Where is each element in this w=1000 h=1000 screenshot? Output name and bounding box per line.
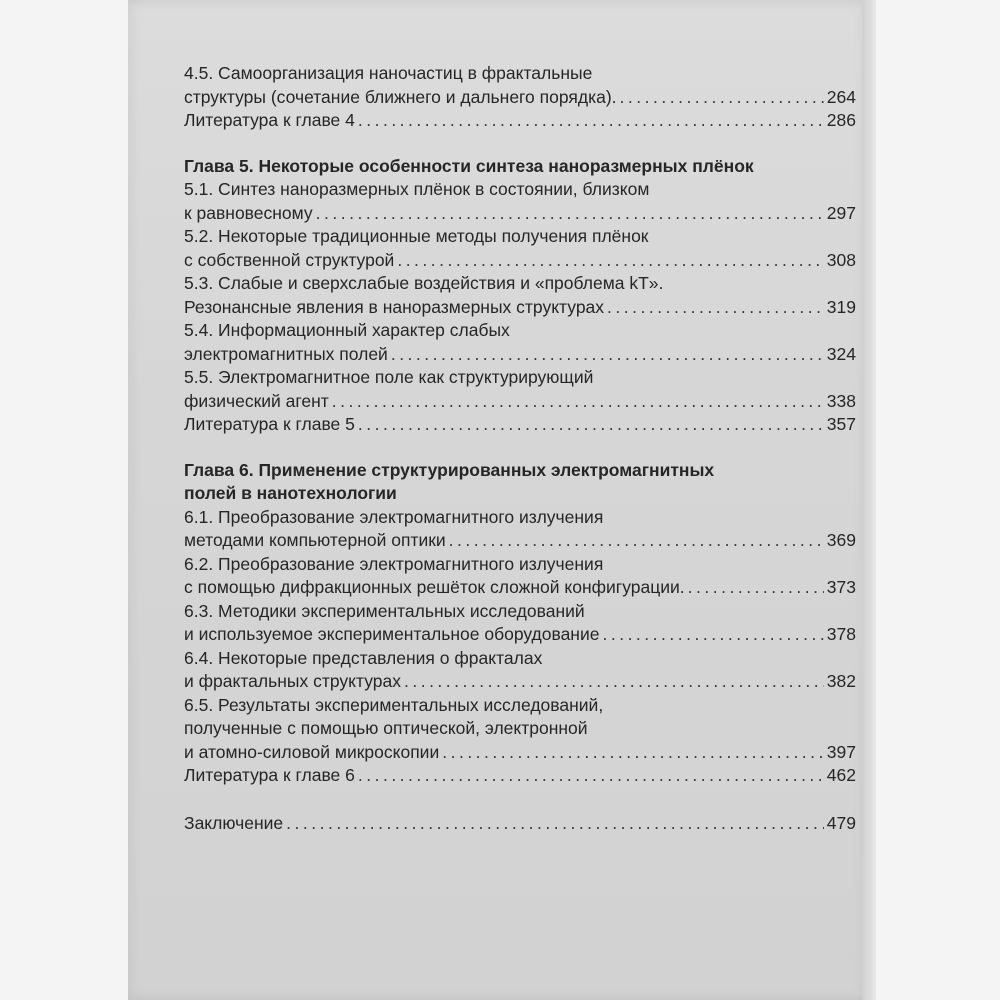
entry-title-line: с помощью дифракционных решёток сложной конфигурации. xyxy=(184,577,685,597)
page-number: 462 xyxy=(826,765,856,785)
chapter-spacing xyxy=(184,133,856,155)
chapter-spacing xyxy=(184,437,856,459)
page-number: 338 xyxy=(826,390,856,411)
entry-title-line: 5.1. Синтез наноразмерных плёнок в состоянии, близком xyxy=(184,179,650,199)
entry-title-line: методами компьютерной оптики xyxy=(184,530,446,550)
background-right xyxy=(875,0,1000,1000)
page-number: 378 xyxy=(826,624,856,644)
dot-leader xyxy=(332,390,824,414)
entry-title-line: 6.5. Результаты экспериментальных исследований, xyxy=(184,694,604,715)
page-number: 308 xyxy=(826,249,856,270)
toc-entry xyxy=(184,109,856,133)
entry-title-line: Литература к главе 5 xyxy=(184,414,355,434)
page-edge xyxy=(862,0,876,1000)
entry-leader-row xyxy=(184,764,856,788)
page-number: 397 xyxy=(826,741,856,762)
page-number: 319 xyxy=(826,296,856,317)
toc-entry xyxy=(184,413,856,437)
table-of-contents xyxy=(184,62,856,835)
entry-leader-row xyxy=(184,343,856,367)
entry-leader-row xyxy=(184,529,856,553)
page-number: 324 xyxy=(826,343,856,364)
entry-title-line: 6.4. Некоторые представления о фракталах xyxy=(184,647,543,668)
entry-title-line: 5.4. Информационный характер слабых xyxy=(184,320,510,340)
entry-title-line: и атомно-силовой микроскопии xyxy=(184,741,440,762)
dot-leader xyxy=(286,812,824,836)
entry-leader-row xyxy=(184,576,856,600)
entry-title-line: 5.2. Некоторые традиционные методы получения плёнок xyxy=(184,226,649,246)
entry-title-line: и фрактальных структурах xyxy=(184,671,401,691)
entry-leader-row xyxy=(184,202,856,226)
dot-leader xyxy=(391,343,824,367)
toc-entry xyxy=(184,812,856,836)
toc-entry xyxy=(184,178,856,225)
entry-title-line: Заключение xyxy=(184,812,284,833)
toc-entry xyxy=(184,62,856,109)
dot-leader xyxy=(316,202,824,226)
toc-entry xyxy=(184,319,856,366)
entry-title-line: структуры (сочетание ближнего и дальнего порядка). xyxy=(184,86,617,107)
page-number: 373 xyxy=(826,577,856,597)
toc-entry xyxy=(184,600,856,647)
entry-leader-row xyxy=(184,109,856,133)
page-number: 479 xyxy=(826,812,856,833)
dot-leader xyxy=(358,413,824,437)
chapter-heading-line: Глава 6. Применение структурированных электромагнитных xyxy=(184,459,715,480)
entry-title-line: 6.1. Преобразование электромагнитного излучения xyxy=(184,506,604,527)
toc-entry xyxy=(184,272,856,319)
chapter-heading: Глава 5. Некоторые особенности синтеза наноразмерных плёнок xyxy=(184,155,754,176)
entry-title-line: с собственной структурой xyxy=(184,249,395,270)
dot-leader xyxy=(404,670,824,694)
dot-leader xyxy=(358,109,824,133)
toc-entry xyxy=(184,366,856,413)
page-number: 286 xyxy=(826,110,856,130)
dot-leader xyxy=(607,296,824,320)
entry-title-line: Литература к главе 4 xyxy=(184,110,355,130)
entry-title-line: электромагнитных полей xyxy=(184,343,388,364)
toc-entry xyxy=(184,506,856,553)
entry-title-line: Литература к главе 6 xyxy=(184,765,355,785)
dot-leader xyxy=(358,764,824,788)
entry-leader-row xyxy=(184,86,856,110)
entry-title-line: к равновесному xyxy=(184,202,313,223)
entry-title-line: 6.3. Методики экспериментальных исследований xyxy=(184,600,585,621)
chapter-heading-line: полей в нанотехнологии xyxy=(184,483,397,503)
toc-entry xyxy=(184,764,856,788)
entry-title-line: полученные с помощью оптической, электронной xyxy=(184,718,588,738)
entry-title-line: Резонансные явления в наноразмерных структурах xyxy=(184,296,605,317)
page-number: 382 xyxy=(826,671,856,691)
entry-title-line: 4.5. Самоорганизация наночастиц в фрактальные xyxy=(184,63,593,83)
entry-title-line: и используемое экспериментальное оборудование xyxy=(184,624,600,644)
entry-leader-row xyxy=(184,413,856,437)
entry-leader-row xyxy=(184,623,856,647)
dot-leader xyxy=(397,249,823,273)
dot-leader xyxy=(688,576,824,600)
page-number: 369 xyxy=(826,530,856,550)
toc-entry xyxy=(184,694,856,765)
entry-leader-row xyxy=(184,296,856,320)
entry-leader-row xyxy=(184,812,856,836)
entry-title-line: 5.3. Слабые и сверхслабые воздействия и «проблема kT». xyxy=(184,273,664,293)
entry-title-line: 6.2. Преобразование электромагнитного излучения xyxy=(184,553,604,574)
dot-leader xyxy=(449,529,824,553)
entry-leader-row xyxy=(184,249,856,273)
toc-entry xyxy=(184,647,856,694)
toc-entry xyxy=(184,553,856,600)
page-number: 297 xyxy=(826,202,856,223)
page-number: 357 xyxy=(826,414,856,434)
dot-leader xyxy=(602,623,823,647)
toc-entry xyxy=(184,225,856,272)
entry-leader-row xyxy=(184,670,856,694)
dot-leader xyxy=(620,86,824,110)
conclusion-spacing xyxy=(184,788,856,812)
entry-leader-row xyxy=(184,390,856,414)
entry-title-line: 5.5. Электромагнитное поле как структурирующий xyxy=(184,367,594,387)
dot-leader xyxy=(442,741,824,765)
entry-leader-row xyxy=(184,741,856,765)
entry-title-line: физический агент xyxy=(184,390,329,411)
background-left xyxy=(0,0,130,1000)
page-number: 264 xyxy=(826,86,856,107)
